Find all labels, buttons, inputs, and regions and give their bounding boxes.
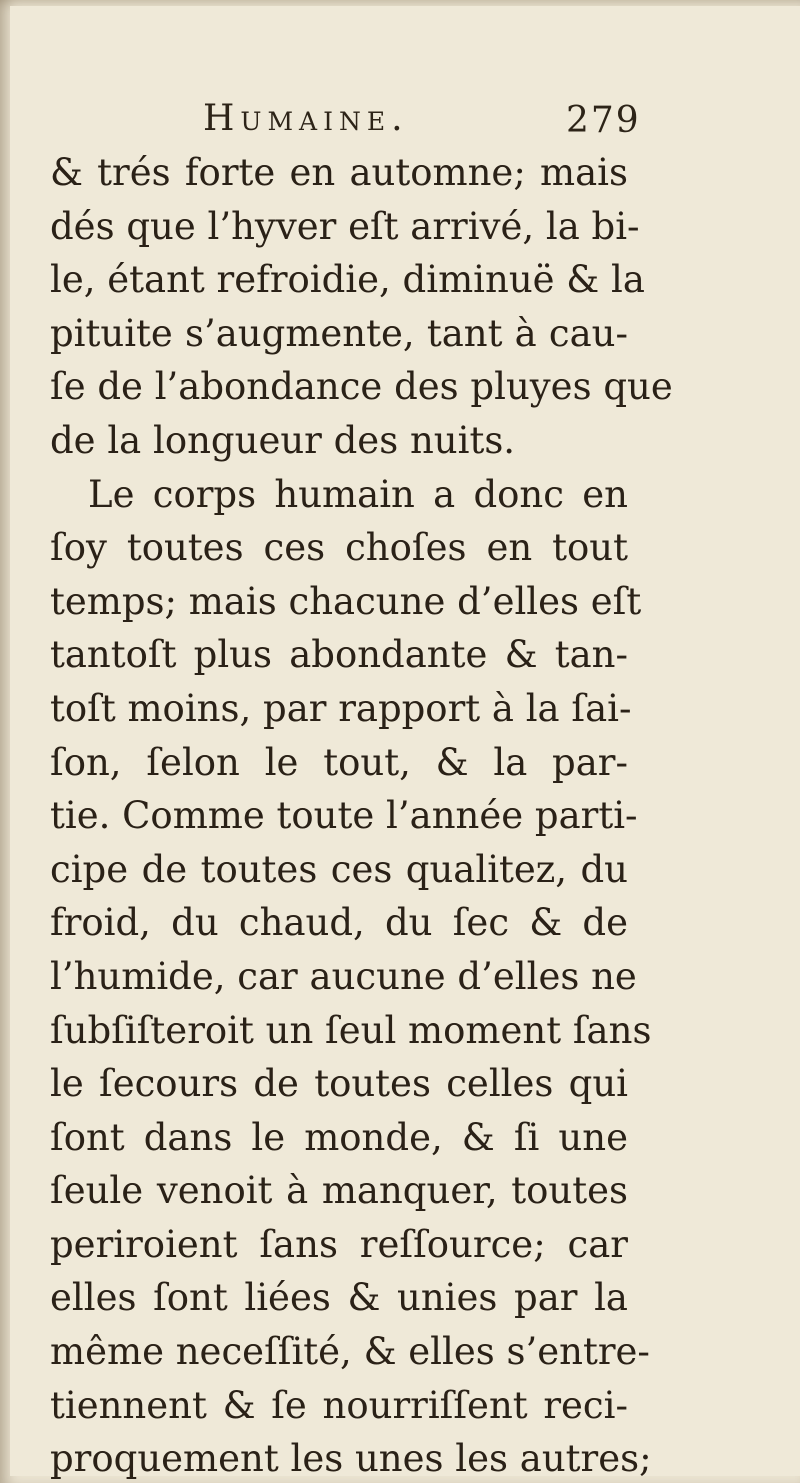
paragraph-start-line: Le corps humain a donc en <box>88 472 628 516</box>
text-line: même neceſſité, & elles s’entre- <box>50 1330 650 1374</box>
text-line: de la longueur des nuits. <box>50 418 516 462</box>
text-line: le ſecours de toutes celles qui <box>50 1062 628 1106</box>
text-line: ſe de l’abondance des pluyes que <box>50 365 673 409</box>
text-line: temps; mais chacune d’elles eſt <box>50 579 642 623</box>
text-line: & trés forte en automne; mais <box>50 151 628 194</box>
page-header <box>0 92 800 148</box>
text-line: tiennent & ſe nourriſſent reci- <box>50 1383 628 1427</box>
text-line: ſont dans le monde, & ſi une <box>50 1115 628 1159</box>
text-line: le, étant refroidie, diminuë & la <box>50 258 645 302</box>
page-number: 279 <box>566 100 641 141</box>
text-line: froid, du chaud, du ſec & de <box>50 901 628 945</box>
body-text <box>50 146 673 1483</box>
text-line: ſon, ſelon le tout, & la par- <box>50 740 628 784</box>
text-line: pituite s’augmente, tant à cau- <box>50 311 628 355</box>
text-line: cipe de toutes ces qualitez, du <box>50 847 628 891</box>
text-line: elles ſont liées & unies par la <box>50 1276 628 1320</box>
text-line: tantoſt plus abondante & tan- <box>50 633 628 677</box>
text-line: ſoy toutes ces choſes en tout <box>50 526 628 570</box>
text-line: ſeule venoit à manquer, toutes <box>50 1169 628 1213</box>
text-line: l’humide, car aucune d’elles ne <box>50 954 637 998</box>
text-line: tie. Comme toute l’année parti- <box>50 794 638 838</box>
text-line: periroient ſans reſſource; car <box>50 1222 628 1266</box>
text-line: toſt moins, par rapport à la ſai- <box>50 686 632 730</box>
text-line: proquement les unes les autres; <box>50 1437 652 1481</box>
text-line: dés que l’hyver eſt arrivé, la bi- <box>50 204 640 248</box>
text-line: ſubſiſteroit un ſeul moment ſans <box>50 1008 652 1052</box>
running-head: Humaine. <box>203 98 409 139</box>
